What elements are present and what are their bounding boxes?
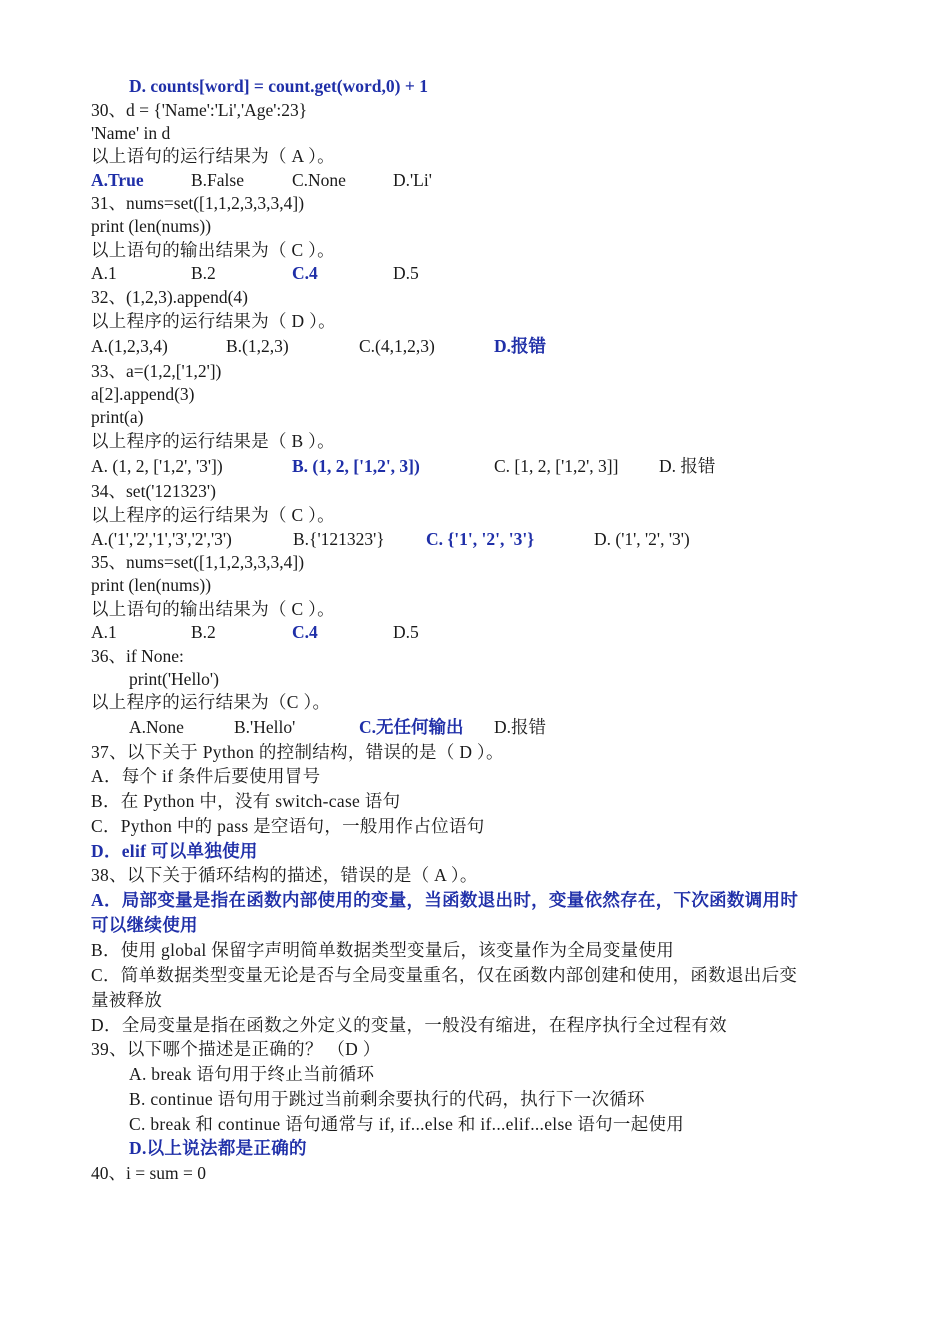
question-40: 40、i = sum = 0 — [91, 1163, 207, 1183]
option-a: A．每个 if 条件后要使用冒号 — [91, 766, 321, 786]
option-c: C. [1, 2, ['1,2', 3]] — [494, 456, 619, 476]
option-c-answer: C. {'1', '2', '3'} — [426, 529, 535, 549]
question-38: 38、以下关于循环结构的描述，错误的是（ A ）。 — [91, 865, 478, 885]
question-prompt: 以上程序的运行结果为（ D ）。 — [91, 311, 336, 331]
question-prompt: 以上程序的运行结果为（ C ）。 — [91, 505, 335, 525]
question-39: 39、以下哪个描述是正确的？ （D ） — [91, 1039, 381, 1059]
option-c: C．Python 中的 pass 是空语句，一般用作占位语句 — [91, 816, 485, 836]
question-34: 34、set('121323') — [91, 481, 216, 501]
option-a: A.('1','2','1','3','2','3') — [91, 529, 232, 549]
option-d: D.5 — [393, 263, 419, 283]
option-d-answer: D.报错 — [494, 336, 547, 356]
option-a: A.1 — [91, 263, 117, 283]
option-a: A. (1, 2, ['1,2', '3']) — [91, 456, 223, 476]
code-line: print (len(nums)) — [91, 216, 212, 236]
option-a: A.(1,2,3,4) — [91, 336, 168, 356]
option-a-answer-cont: 可以继续使用 — [91, 915, 198, 935]
option-c: C.None — [292, 170, 346, 190]
question-36: 36、if None: — [91, 646, 184, 666]
option-b: B.'Hello' — [234, 717, 296, 737]
question-32: 32、(1,2,3).append(4) — [91, 287, 248, 307]
code-line: print (len(nums)) — [91, 575, 212, 595]
code-line: print('Hello') — [129, 669, 219, 689]
option-b: B.2 — [191, 263, 216, 283]
question-prompt: 以上程序的运行结果是（ B ）。 — [91, 431, 335, 451]
option-b: B.2 — [191, 622, 216, 642]
question-prompt: 以上语句的运行结果为（ A ）。 — [91, 146, 335, 166]
option-c-cont: 量被释放 — [91, 990, 163, 1010]
option-b: B．使用 global 保留字声明简单数据类型变量后，该变量作为全局变量使用 — [91, 940, 675, 960]
option-b: B.{'121323'} — [293, 529, 385, 549]
option-a: A.1 — [91, 622, 117, 642]
option-c: C．简单数据类型变量无论是否与全局变量重名，仅在函数内部创建和使用，函数退出后变 — [91, 965, 798, 985]
option-b: B.(1,2,3) — [226, 336, 289, 356]
option-a-answer: A.True — [91, 170, 144, 190]
option-d-answer: D．elif 可以单独使用 — [91, 841, 258, 861]
option-d: D.5 — [393, 622, 419, 642]
question-prompt: 以上语句的输出结果为（ C ）。 — [91, 240, 335, 260]
option-a-answer: A．局部变量是指在函数内部使用的变量，当函数退出时，变量依然存在，下次函数调用时 — [91, 890, 799, 910]
code-line: print(a) — [91, 407, 144, 427]
option-d-answer: D.以上说法都是正确的 — [129, 1138, 307, 1158]
option-c: C. break 和 continue 语句通常与 if, if...else 和 if...elif...else 语句一起使用 — [129, 1114, 685, 1134]
question-prompt: 以上语句的输出结果为（ C ）。 — [91, 599, 335, 619]
option-d: D.报错 — [494, 717, 547, 737]
question-prompt: 以上程序的运行结果为（C ）。 — [91, 692, 331, 712]
option-c-answer: C.无任何输出 — [359, 717, 464, 737]
option-d: D. ('1', '2', '3') — [594, 529, 690, 549]
option-b: B. continue 语句用于跳过当前剩余要执行的代码，执行下一次循环 — [129, 1089, 645, 1109]
option-d: D．全局变量是指在函数之外定义的变量，一般没有缩进，在程序执行全过程有效 — [91, 1015, 727, 1035]
option-a: A.None — [129, 717, 184, 737]
option-d: D. 报错 — [659, 456, 716, 476]
option-c-answer: C.4 — [292, 622, 318, 642]
code-line: a[2].append(3) — [91, 384, 195, 404]
option-d: D.'Li' — [393, 170, 432, 190]
question-35: 35、nums=set([1,1,2,3,3,3,4]) — [91, 552, 305, 572]
question-37: 37、以下关于 Python 的控制结构，错误的是（ D ）。 — [91, 742, 504, 762]
option-b: B．在 Python 中，没有 switch-case 语句 — [91, 791, 401, 811]
question-33: 33、a=(1,2,['1,2']) — [91, 361, 222, 381]
option-a: A. break 语句用于终止当前循环 — [129, 1064, 375, 1084]
code-line: 'Name' in d — [91, 123, 171, 143]
option-b: B.False — [191, 170, 244, 190]
question-30: 30、d = {'Name':'Li','Age':23} — [91, 100, 308, 120]
option-d-answer: D. counts[word] = count.get(word,0) + 1 — [129, 76, 428, 96]
option-c: C.(4,1,2,3) — [359, 336, 435, 356]
option-c-answer: C.4 — [292, 263, 318, 283]
question-31: 31、nums=set([1,1,2,3,3,3,4]) — [91, 193, 305, 213]
option-b-answer: B. (1, 2, ['1,2', 3]) — [292, 456, 420, 476]
